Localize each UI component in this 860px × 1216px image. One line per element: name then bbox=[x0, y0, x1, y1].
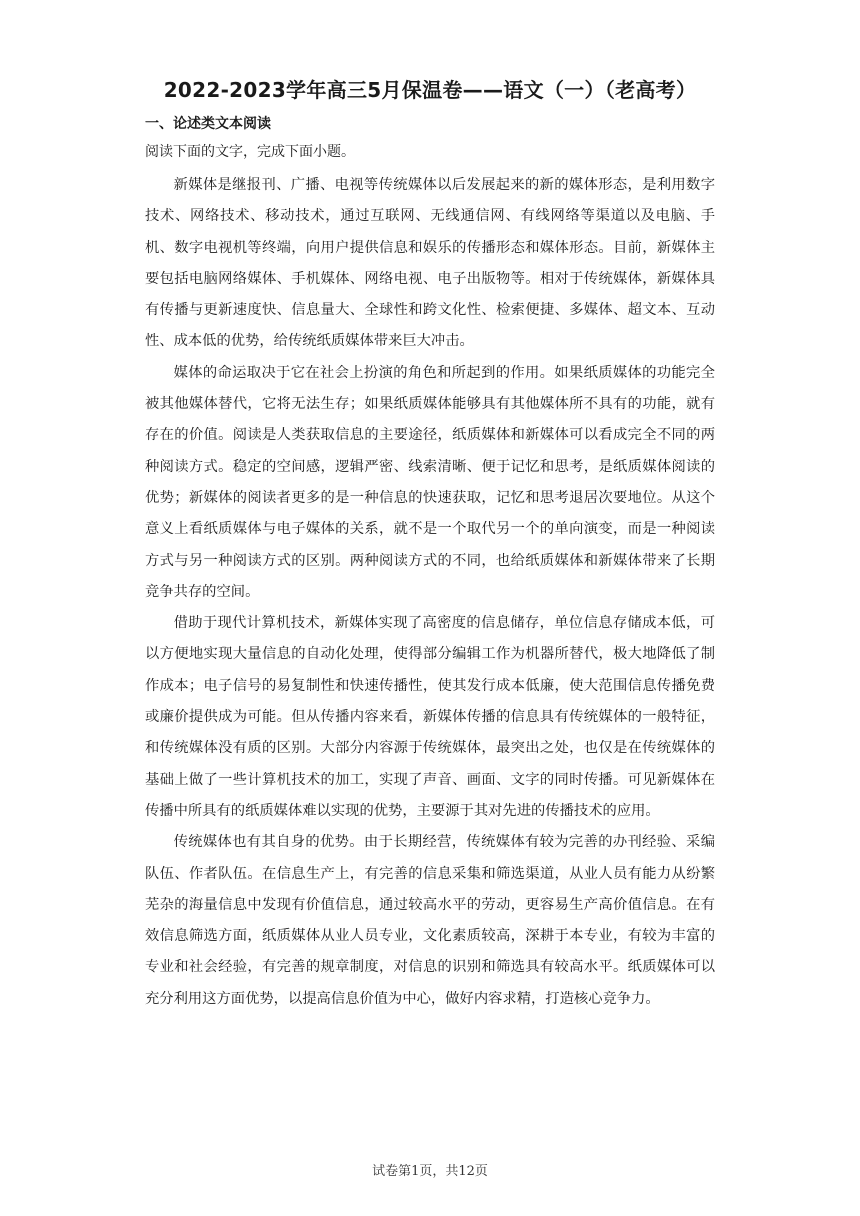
paragraph-2: 媒体的命运取决于它在社会上扮演的角色和所起到的作用。如果纸质媒体的功能完全被其他媒体替代，它将无法生存；如果纸质媒体能够具有其他媒体所不具有的功能，就有存在的价值。阅读是人类获取信息的主要途径，纸质媒体和新媒体可以看成完全不同的两种阅读方式。稳定的空间感，逻辑严密、线索清晰、便于记忆和思考，是纸质媒体阅读的优势；新媒体的阅读者更多的是一种信息的快速获取，记忆和思考退居次要地位。从这个意义上看纸质媒体与电子媒体的关系，就不是一个取代另一个的单向演变，而是一种阅读方式与另一种阅读方式的区别。两种阅读方式的不同，也给纸质媒体和新媒体带来了长期竞争共存的空间。 bbox=[145, 364, 715, 600]
passage-body bbox=[145, 170, 715, 1015]
paragraph-1: 新媒体是继报刊、广播、电视等传统媒体以后发展起来的新的媒体形态，是利用数字技术、网络技术、移动技术，通过互联网、无线通信网、有线网络等渠道以及电脑、手机、数字电视机等终端，向用户提供信息和娱乐的传播形态和媒体形态。目前，新媒体主要包括电脑网络媒体、手机媒体、网络电视、电子出版物等。相对于传统媒体，新媒体具有传播与更新速度快、信息量大、全球性和跨文化性、检索便捷、多媒体、超文本、互动性、成本低的优势，给传统纸质媒体带来巨大冲击。 bbox=[145, 177, 715, 350]
section-heading: 一、论述类文本阅读 bbox=[145, 116, 271, 132]
page-footer: 试卷第1页，共12页 bbox=[372, 1164, 488, 1179]
paragraph-3: 借助于现代计算机技术，新媒体实现了高密度的信息储存，单位信息存储成本低，可以方便地实现大量信息的自动化处理，使得部分编辑工作为机器所替代，极大地降低了制作成本；电子信号的易复制性和快速传播性，使其发行成本低廉，使大范围信息传播免费或廉价提供成为可能。但从传播内容来看，新媒体传播的信息具有传统媒体的一般特征，和传统媒体没有质的区别。大部分内容源于传统媒体，最突出之处，也仅是在传统媒体的基础上做了一些计算机技术的加工，实现了声音、画面、文字的同时传播。可见新媒体在传播中所具有的纸质媒体难以实现的优势，主要源于其对先进的传播技术的应用。 bbox=[145, 615, 715, 819]
reading-instruction: 阅读下面的文字，完成下面小题。 bbox=[145, 144, 355, 160]
paragraph-4: 传统媒体也有其自身的优势。由于长期经营，传统媒体有较为完善的办刊经验、采编队伍、作者队伍。在信息生产上，有完善的信息采集和筛选渠道，从业人员有能力从纷繁芜杂的海量信息中发现有价值信息，通过较高水平的劳动，更容易生产高价值信息。在有效信息筛选方面，纸质媒体从业人员专业，文化素质较高，深耕于本专业，有较为丰富的专业和社会经验，有完善的规章制度，对信息的识别和筛选具有较高水平。纸质媒体可以充分利用这方面优势，以提高信息价值为中心，做好内容求精，打造核心竞争力。 bbox=[145, 834, 715, 1007]
document-title: 2022-2023学年高三5月保温卷——语文（一）（老高考） bbox=[163, 78, 697, 102]
